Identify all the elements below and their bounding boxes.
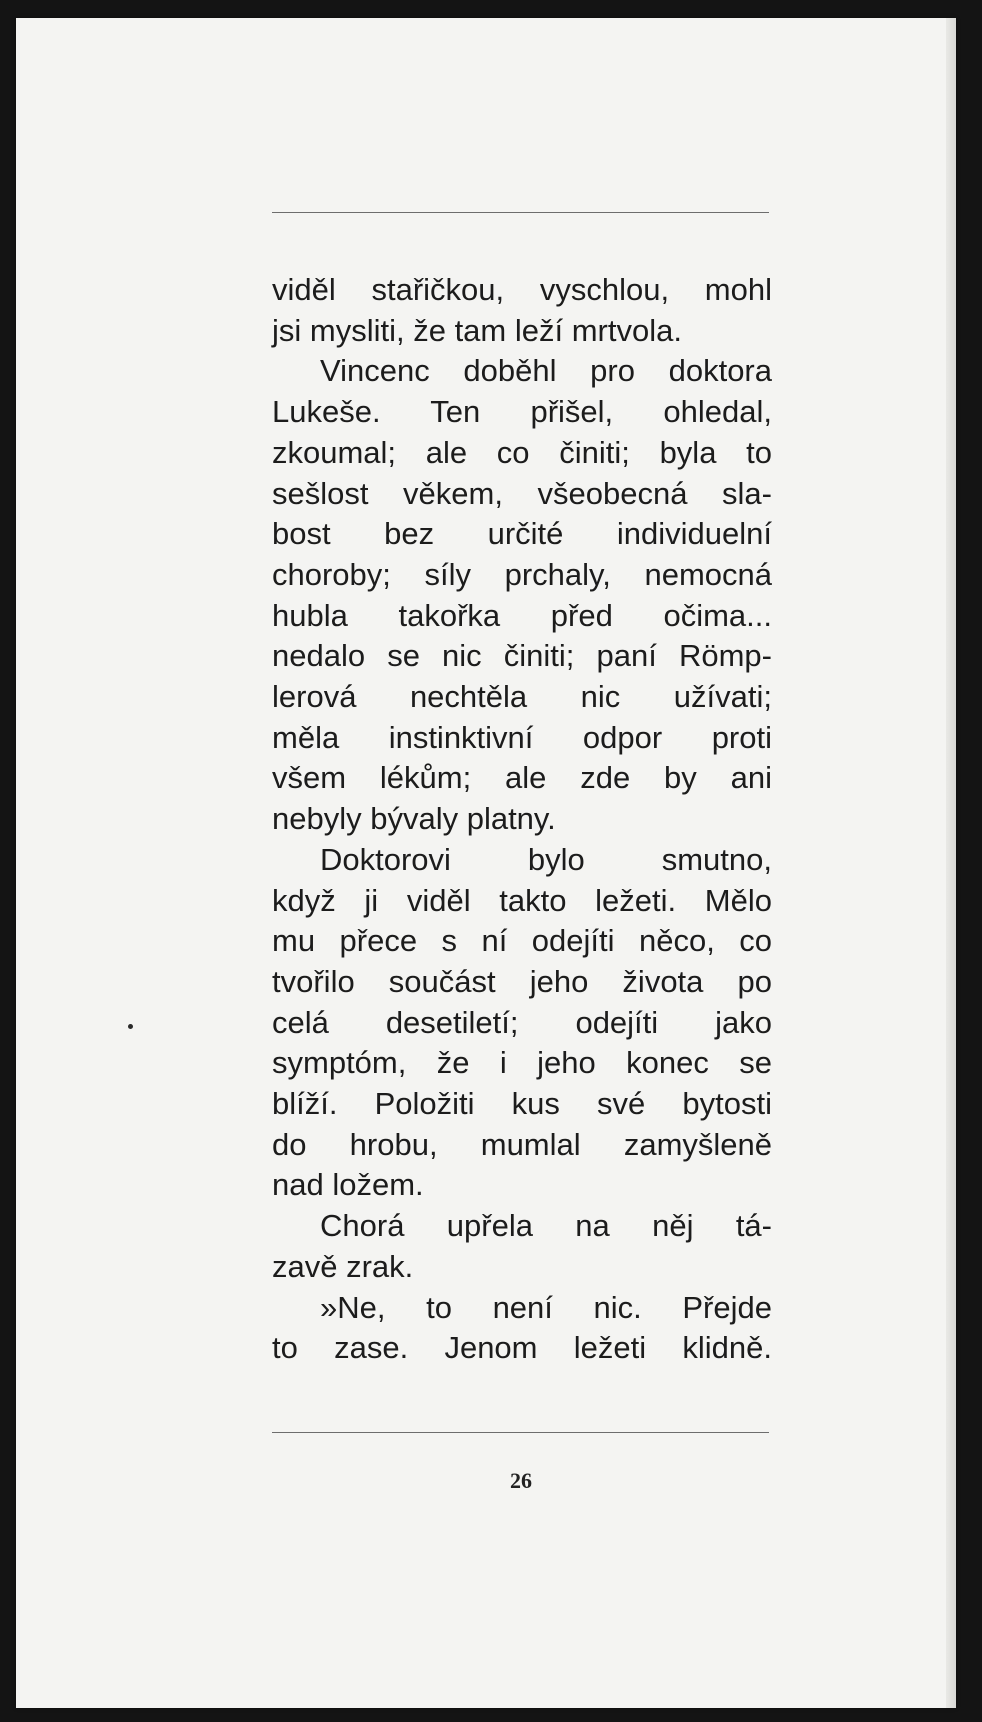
text-line: Chorá upřela na něj tá- [320, 1208, 772, 1244]
page-number: 26 [510, 1468, 532, 1493]
text-line: mu přece s ní odejíti něco, co [272, 923, 772, 959]
text-line: viděl stařičkou, vyschlou, mohl [272, 272, 772, 307]
footer-rule [272, 1432, 769, 1433]
text-line: nad ložem. [272, 1167, 424, 1203]
text-line: blíží. Položiti kus své bytosti [272, 1086, 772, 1122]
text-line: zavě zrak. [272, 1248, 414, 1284]
text-line: do hrobu, mumlal zamyšleně [272, 1126, 772, 1162]
book-page [16, 18, 956, 1708]
scan-speck [128, 1024, 133, 1029]
body-text [272, 270, 772, 1369]
page-edge [946, 18, 956, 1708]
text-line: hubla takořka před očima... [272, 597, 772, 633]
text-line: lerová nechtěla nic užívati; [272, 679, 772, 715]
header-rule [272, 212, 769, 213]
text-line: Lukeše. Ten přišel, ohledal, [272, 394, 772, 430]
text-line: nebyly bývaly platny. [272, 801, 556, 837]
text-line: bost bez určité individuelní [272, 516, 772, 552]
text-line: sešlost věkem, všeobecná sla- [272, 475, 772, 511]
text-line: jsi mysliti, že tam leží mrtvola. [272, 312, 682, 348]
text-line: když ji viděl takto ležeti. Mělo [272, 882, 772, 918]
text-line: zkoumal; ale co činiti; byla to [272, 434, 772, 470]
text-line: choroby; síly prchaly, nemocná [272, 556, 772, 592]
text-line: symptóm, že i jeho konec se [272, 1045, 772, 1081]
text-line: měla instinktivní odpor proti [272, 719, 772, 755]
text-line: celá desetiletí; odejíti jako [272, 1004, 772, 1040]
text-line: »Ne, to není nic. Přejde [320, 1289, 772, 1325]
text-line: Doktorovi bylo smutno, [320, 841, 772, 877]
text-line: Vincenc doběhl pro doktora [320, 353, 772, 389]
text-line: tvořilo součást jeho života po [272, 963, 772, 999]
text-line: všem lékům; ale zde by ani [272, 760, 772, 796]
text-line: nedalo se nic činiti; paní Römp- [272, 638, 772, 674]
text-line: to zase. Jenom ležeti klidně. [272, 1330, 772, 1366]
